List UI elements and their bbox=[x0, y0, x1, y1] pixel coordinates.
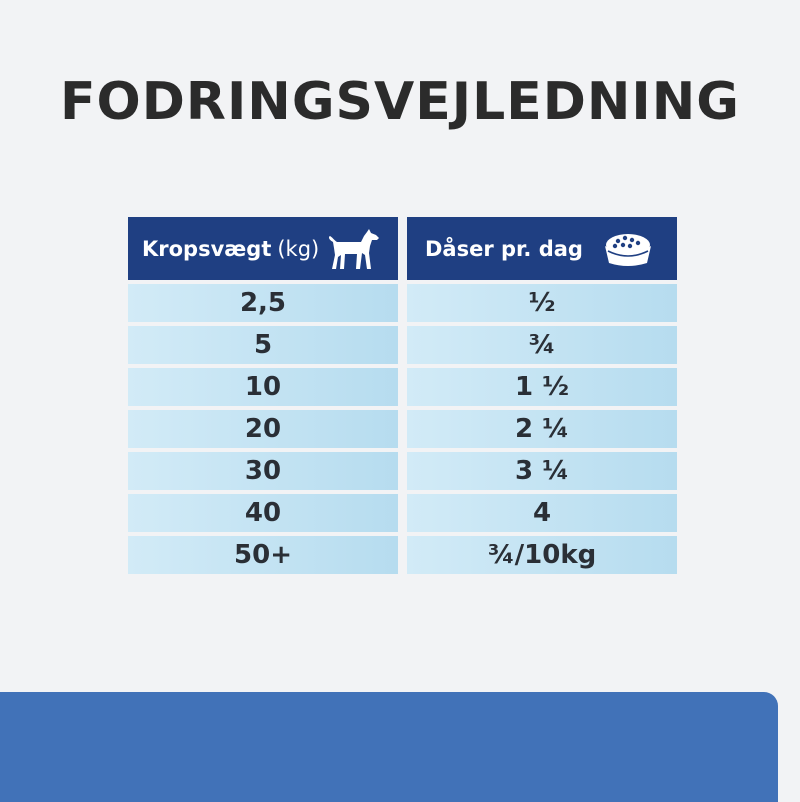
weight-cell: 40 bbox=[128, 494, 398, 532]
cans-cell: 3 ¼ bbox=[407, 452, 677, 490]
table-row bbox=[128, 326, 677, 364]
table-row bbox=[128, 452, 677, 490]
table-row bbox=[128, 494, 677, 532]
table-row bbox=[128, 410, 677, 448]
weight-cell: 10 bbox=[128, 368, 398, 406]
cans-cell: 4 bbox=[407, 494, 677, 532]
cans-cell: ¾/10kg bbox=[407, 536, 677, 574]
weight-cell: 50+ bbox=[128, 536, 398, 574]
cans-cell: ¾ bbox=[407, 326, 677, 364]
cans-cell: 1 ½ bbox=[407, 368, 677, 406]
weight-cell: 2,5 bbox=[128, 284, 398, 322]
header-body-weight bbox=[128, 217, 398, 280]
header-cans-label: Dåser pr. dag bbox=[425, 236, 583, 261]
table-row bbox=[128, 368, 677, 406]
weight-cell: 30 bbox=[128, 452, 398, 490]
food-bowl-icon bbox=[601, 231, 655, 267]
cans-cell: ½ bbox=[407, 284, 677, 322]
table-header-row bbox=[128, 217, 677, 280]
page-title: FODRINGSVEJLEDNING bbox=[60, 72, 740, 132]
weight-cell: 5 bbox=[128, 326, 398, 364]
dog-icon bbox=[327, 228, 381, 270]
weight-cell: 20 bbox=[128, 410, 398, 448]
table-row bbox=[128, 284, 677, 322]
cans-cell: 2 ¼ bbox=[407, 410, 677, 448]
bottom-banner bbox=[0, 692, 778, 802]
header-weight-label: Kropsvægt bbox=[142, 236, 272, 261]
header-cans-per-day bbox=[407, 217, 677, 280]
header-weight-unit: (kg) bbox=[277, 236, 320, 261]
table-row bbox=[128, 536, 677, 574]
feeding-table bbox=[128, 217, 677, 574]
